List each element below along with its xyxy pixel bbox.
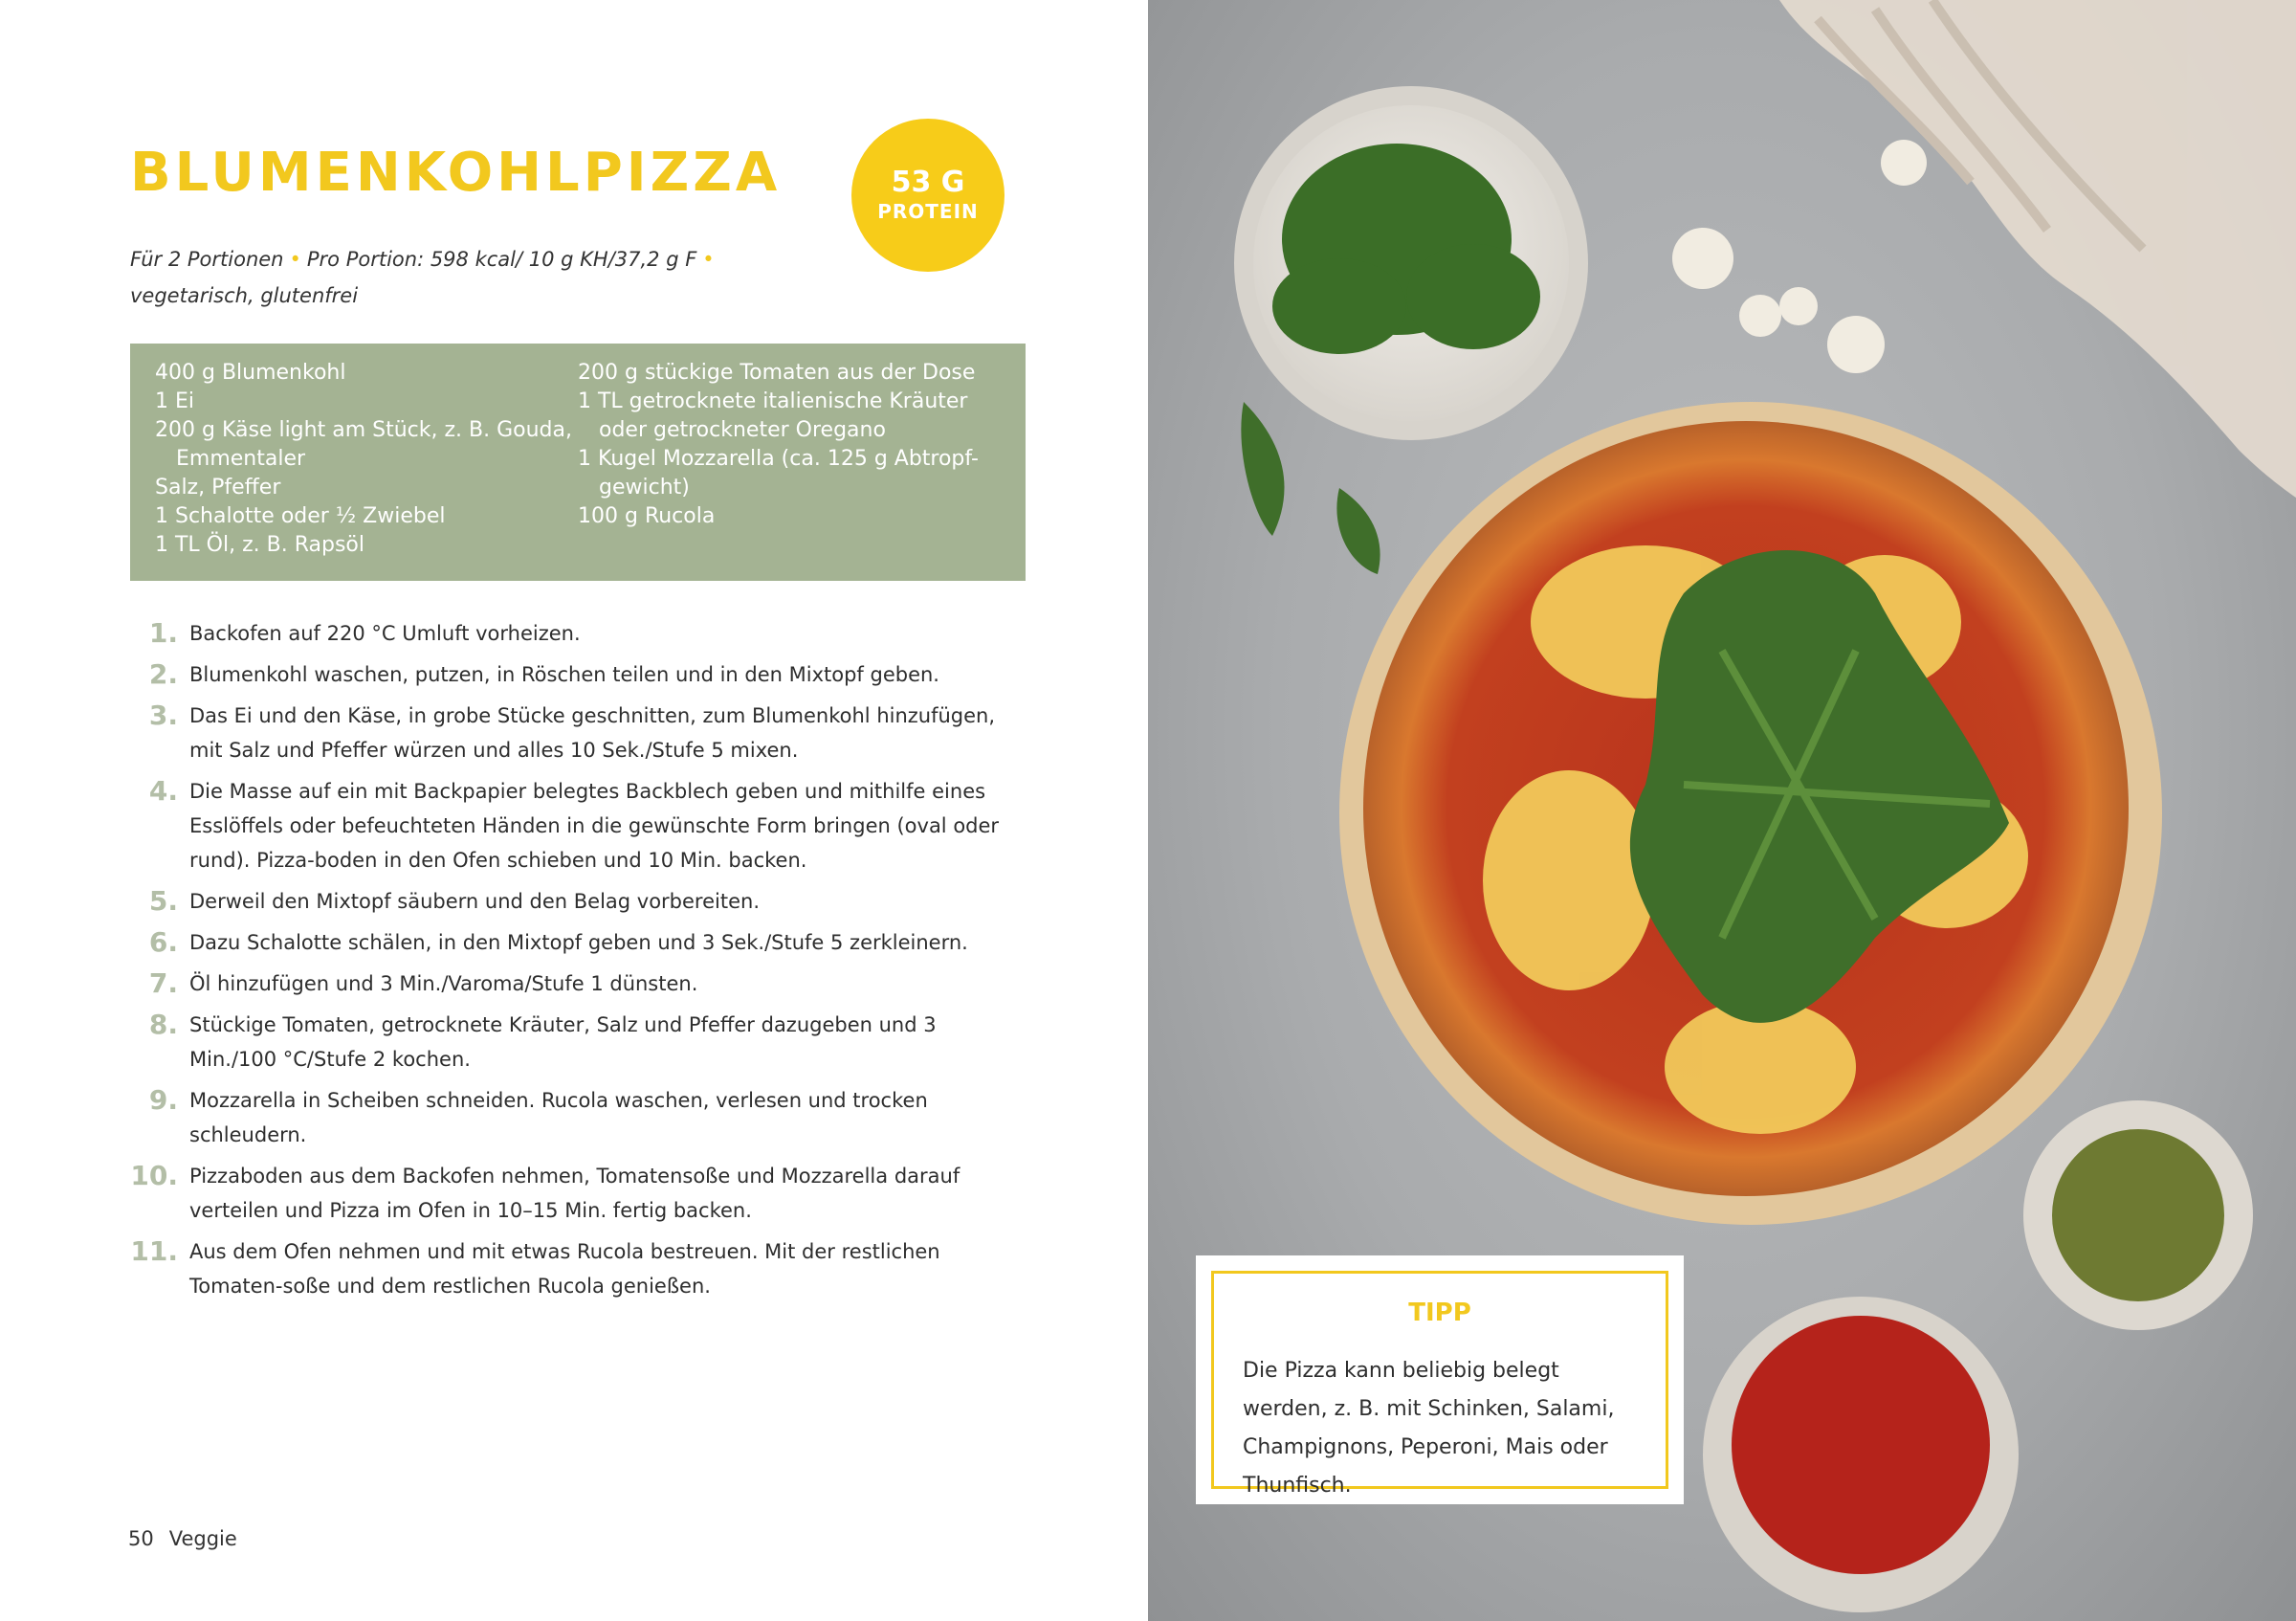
step-text: Dazu Schalotte schälen, in den Mixtopf geben und 3 Sek./Stufe 5 zerkleinern. — [189, 931, 968, 954]
nutrition-text: Pro Portion: 598 kcal/ 10 g KH/37,2 g F — [306, 248, 697, 271]
step-number: 6. — [148, 926, 178, 958]
step-text: Pizzaboden aus dem Backofen nehmen, Tomatensoße und Mozzarella darauf verteilen und Pizza im Ofen in 10–15 Min. fertig backen. — [189, 1165, 960, 1222]
step-item — [130, 1234, 1029, 1303]
step-item — [130, 616, 1029, 651]
protein-label: PROTEIN — [877, 200, 979, 223]
diet-tags: vegetarisch, glutenfrei — [130, 284, 359, 307]
step-text: Blumenkohl waschen, putzen, in Röschen teilen und in den Mixtopf geben. — [189, 663, 939, 686]
ingredient-line: Salz, Pfeffer — [155, 476, 281, 500]
step-item — [130, 1159, 1029, 1228]
step-text: Stückige Tomaten, getrocknete Kräuter, Salz und Pfeffer dazugeben und 3 Min./100 °C/Stufe 2 kochen. — [189, 1013, 937, 1071]
recipe-meta — [130, 241, 991, 314]
step-number: 8. — [148, 1009, 178, 1040]
step-number: 7. — [148, 967, 178, 999]
cauliflower-florets — [1672, 140, 1927, 373]
ingredient-line: 400 g Blumenkohl — [155, 361, 346, 385]
step-number: 1. — [148, 617, 178, 649]
step-text: Aus dem Ofen nehmen und mit etwas Rucola bestreuen. Mit der restlichen Tomaten-soße und dem restlichen Rucola genießen. — [189, 1240, 940, 1298]
preparation-steps — [130, 616, 1029, 1310]
step-item — [130, 774, 1029, 877]
tip-frame — [1211, 1271, 1668, 1498]
step-item — [130, 1008, 1029, 1077]
step-text: Derweil den Mixtopf säubern und den Belag vorbereiten. — [189, 890, 760, 913]
bullet-dot-icon: • — [289, 248, 301, 271]
step-number: 2. — [148, 658, 178, 690]
step-number: 4. — [148, 775, 178, 807]
ingredient-line: 100 g Rucola — [578, 504, 716, 528]
page-number: 50 — [128, 1527, 154, 1550]
ingredient-line: 1 TL Öl, z. B. Rapsöl — [155, 533, 364, 557]
step-text: Öl hinzufügen und 3 Min./Varoma/Stufe 1 dünsten. — [189, 972, 698, 995]
section-name: Veggie — [168, 1527, 237, 1550]
step-item — [130, 925, 1029, 960]
ingredients-column-left — [155, 359, 578, 566]
step-number: 10. — [130, 1160, 178, 1191]
step-number: 11. — [130, 1235, 178, 1267]
step-number: 5. — [148, 885, 178, 917]
tip-box — [1196, 1255, 1684, 1504]
step-text: Die Masse auf ein mit Backpapier belegtes Backblech geben und mithilfe eines Esslöffels oder befeuchteten Händen in die gewünschte Form bringen (oval oder rund). Pizza-boden in den Ofen schieben und 10 Min. backen. — [189, 780, 1000, 872]
tip-text: Die Pizza kann beliebig belegt werden, z. B. mit Schinken, Salami, Champignons, Peperoni, Mais oder Thunfisch. — [1243, 1359, 1615, 1498]
bullet-dot-icon: • — [702, 248, 715, 271]
step-text: Das Ei und den Käse, in grobe Stücke geschnitten, zum Blumenkohl hinzufügen, mit Salz und Pfeffer würzen und alles 10 Sek./Stufe 5 mixen. — [189, 704, 996, 762]
ingredient-line: 200 g Käse light am Stück, z. B. Gouda, — [155, 418, 572, 442]
ingredient-line: 1 Ei — [155, 389, 195, 413]
protein-amount: 53 G — [891, 166, 965, 199]
ingredients-box — [130, 344, 1026, 581]
step-item — [130, 884, 1029, 919]
servings-text: Für 2 Portionen — [130, 248, 284, 271]
step-item — [130, 657, 1029, 692]
ingredient-line: gewicht) — [599, 476, 690, 500]
ingredients-column-right — [578, 359, 1001, 566]
ingredient-line: 1 Kugel Mozzarella (ca. 125 g Abtropf- — [578, 447, 979, 471]
ingredient-line: oder getrockneter Oregano — [599, 418, 886, 442]
ingredient-line: 200 g stückige Tomaten aus der Dose — [578, 361, 976, 385]
tip-title: TIPP — [1408, 1299, 1471, 1327]
step-item — [130, 1083, 1029, 1152]
recipe-title: BLUMENKOHLPIZZA — [130, 142, 782, 204]
step-item — [130, 966, 1029, 1001]
page-footer — [128, 1527, 237, 1550]
step-text: Mozzarella in Scheiben schneiden. Rucola waschen, verlesen und trocken schleudern. — [189, 1089, 928, 1146]
ingredient-line: 1 TL getrocknete italienische Kräuter — [578, 389, 968, 413]
step-item — [130, 699, 1029, 767]
step-number: 9. — [148, 1084, 178, 1116]
step-number: 3. — [148, 699, 178, 731]
ingredient-line: Emmentaler — [176, 447, 306, 471]
recipe-photo-page — [1148, 0, 2296, 1621]
ingredient-line: 1 Schalotte oder ½ Zwiebel — [155, 504, 446, 528]
step-text: Backofen auf 220 °C Umluft vorheizen. — [189, 622, 581, 645]
